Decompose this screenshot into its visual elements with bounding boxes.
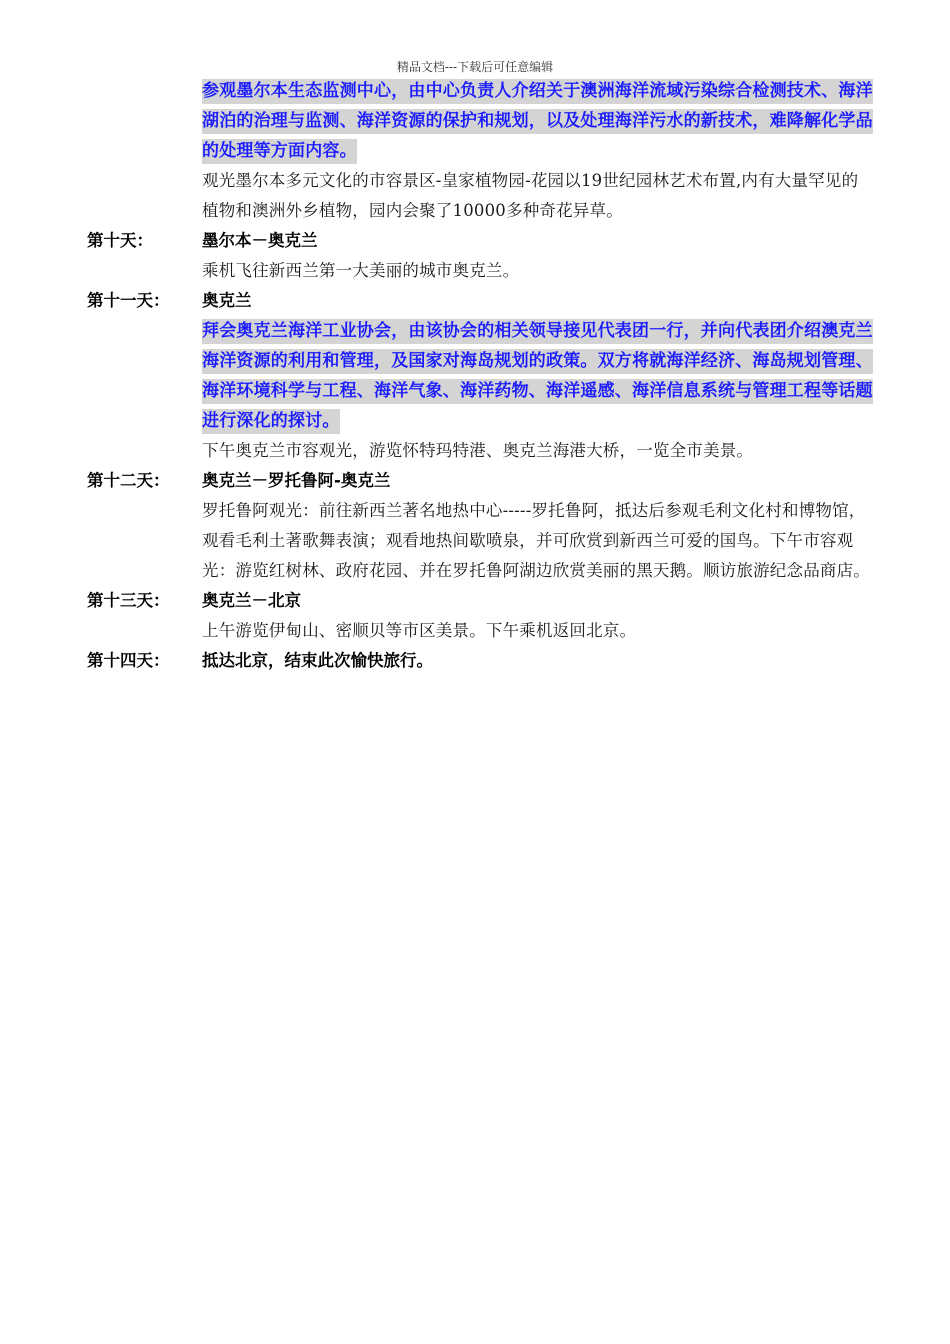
highlighted-text: 参观墨尔本生态监测中心，由中心负责人介绍关于澳洲海洋流域污染综合检测技术、海洋湖泊的治理与监测、海洋资源的保护和规划，以及处理海洋污水的新技术，难降解化学品的处理等方面内容。 xyxy=(202,79,873,164)
day-12-route: 奥克兰－罗托鲁阿-奥克兰 xyxy=(202,471,391,490)
melbourne-eco-center-visit xyxy=(202,76,874,166)
highlighted-text: 拜会奥克兰海洋工业协会，由该协会的相关领导接见代表团一行，并向代表团介绍澳克兰海洋资源的利用和管理，及国家对海岛规划的政策。双方将就海洋经济、海岛规划管理、海洋环境科学与工程、海洋气象、海洋药物、海洋遥感、海洋信息系统与管理工程等话题进行深化的探讨。 xyxy=(202,319,873,434)
day-11-route: 奥克兰 xyxy=(202,291,252,310)
header-watermark: 精品文档---下载后可任意编辑 xyxy=(396,60,554,74)
day-14-route: 抵达北京，结束此次愉快旅行。 xyxy=(202,651,433,670)
day-10-heading xyxy=(0,226,950,256)
day-10-label: 第十天： xyxy=(87,231,153,250)
day-11-heading xyxy=(0,286,950,316)
day-13-text: 上午游览伊甸山、密顺贝等市区美景。下午乘机返回北京。 xyxy=(202,621,637,640)
itinerary-document xyxy=(0,76,950,676)
day-12-text: 罗托鲁阿观光：前往新西兰著名地热中心-----罗托鲁阿，抵达后参观毛利文化村和博物馆，观看毛利土著歌舞表演；观看地热间歇喷泉，并可欣赏到新西兰可爱的国鸟。下午市容观光：游览红树林、政府花园、并在罗托鲁阿湖边欣赏美丽的黑天鹅。顺访旅游纪念品商店。 xyxy=(202,501,870,580)
day-11-text: 下午奥克兰市容观光，游览怀特玛特港、奥克兰海港大桥，一览全市美景。 xyxy=(202,441,754,460)
day-13-heading xyxy=(0,586,950,616)
day-12-heading xyxy=(0,466,950,496)
auckland-association-visit xyxy=(202,316,874,436)
day-13-label: 第十三天： xyxy=(87,591,170,610)
day-10-text: 乘机飞往新西兰第一大美丽的城市奥克兰。 xyxy=(202,261,520,280)
day-11-label: 第十一天： xyxy=(87,291,170,310)
day-13-route: 奥克兰－北京 xyxy=(202,591,301,610)
day-14-label: 第十四天： xyxy=(87,651,170,670)
day-12-label: 第十二天： xyxy=(87,471,170,490)
melbourne-sightseeing-text: 观光墨尔本多元文化的市容景区-皇家植物园-花园以19世纪园林艺术布置,内有大量罕见的植物和澳洲外乡植物，园内会聚了10000多种奇花异草。 xyxy=(202,171,859,220)
day-10-route: 墨尔本－奥克兰 xyxy=(202,231,318,250)
day-14-heading xyxy=(0,646,950,676)
